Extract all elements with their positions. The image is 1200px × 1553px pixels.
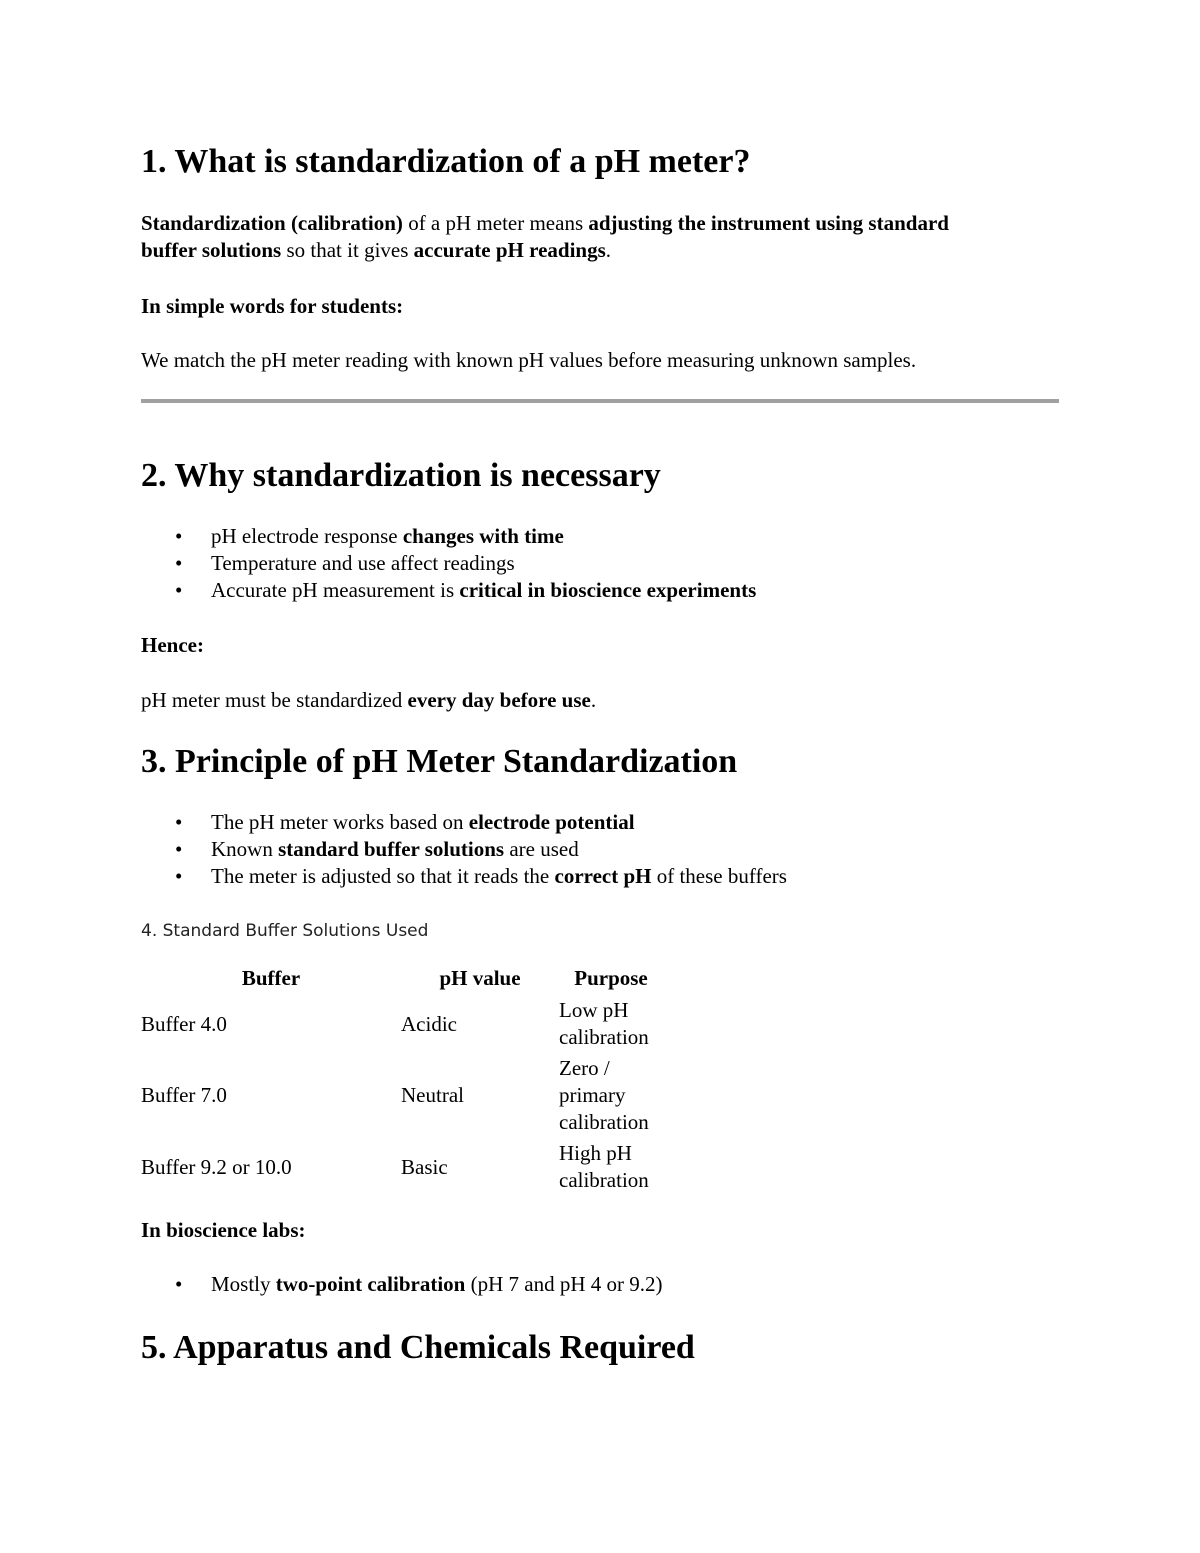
bold-text-run: buffer solutions [141,238,282,262]
bold-text-run: critical in bioscience experiments [459,578,757,602]
table-header-cell: Purpose [574,965,648,990]
bold-text-run: accurate pH readings [413,238,606,262]
table-header-row [141,961,663,995]
text-run: Mostly [211,1272,276,1296]
text-run: are used [504,837,579,861]
bold-text-run: two-point calibration [275,1272,466,1296]
table-cell: Acidic [401,1011,457,1036]
bold-text-run: adjusting the instrument using standard [588,211,949,235]
list-item [141,809,787,836]
table-cell: Basic [401,1154,448,1179]
list-item [141,550,756,577]
table-cell: Low pH calibration [559,998,649,1049]
section3-heading: 3. Principle of pH Meter Standardization [141,743,738,780]
table-row [141,1138,663,1196]
section1-heading: 1. What is standardization of a pH meter? [141,143,751,180]
section1-para-line1 [141,210,949,237]
table-row [141,995,663,1053]
table-header-cell: Buffer [241,965,301,990]
simple-words-label: In simple words for students: [141,294,404,318]
text-run: of a pH meter means [402,211,589,235]
list-item [141,863,787,890]
hence-text [141,687,596,714]
section2-heading: 2. Why standardization is necessary [141,457,661,494]
table-cell: Buffer 7.0 [141,1083,227,1107]
table-cell: Buffer 9.2 or 10.0 [141,1154,292,1179]
list-item [141,1271,663,1298]
text-run: The pH meter works based on [211,810,469,834]
section5-heading: 5. Apparatus and Chemicals Required [141,1329,695,1366]
text-run: (pH 7 and pH 4 or 9.2) [465,1272,663,1296]
text-run: Known [211,837,279,861]
horizontal-rule [141,399,1059,403]
table-row [141,1053,663,1138]
table-cell: High pH calibration [559,1141,649,1192]
labs-label: In bioscience labs: [141,1218,306,1242]
table-header-cell: pH value [439,965,521,990]
table-cell: Buffer 4.0 [141,1011,227,1036]
bold-text-run: Standardization (calibration) [141,211,403,235]
bold-text-run: changes with time [402,524,564,548]
bold-text-run: standard buffer solutions [278,837,505,861]
section2-bullet-list [141,523,756,604]
bold-text-run: correct pH [554,864,652,888]
simple-words-text: We match the pH meter reading with known pH values before measuring unknown samples. [141,348,917,372]
buffer-table [141,961,663,1196]
bold-text-run: every day before use [407,688,591,712]
section4-heading: 4. Standard Buffer Solutions Used [141,921,429,941]
text-run: . [605,238,612,262]
labs-bullet-list [141,1271,663,1298]
section1-para-line2 [141,237,611,264]
text-run: The meter is adjusted so that it reads the [211,864,555,888]
text-run: so that it gives [281,238,414,262]
hence-label: Hence: [141,633,204,657]
section3-bullet-list [141,809,787,890]
table-cell: Neutral [401,1083,464,1107]
text-run: Temperature and use affect readings [211,551,515,575]
list-item [141,836,787,863]
table-cell: Zero / primary calibration [559,1056,649,1134]
text-run: pH electrode response [211,524,403,548]
bold-text-run: electrode potential [468,810,635,834]
text-run: of these buffers [651,864,787,888]
text-run: pH meter must be standardized [141,688,408,712]
text-run: Accurate pH measurement is [211,578,460,602]
text-run: . [590,688,597,712]
list-item [141,577,756,604]
list-item [141,523,756,550]
